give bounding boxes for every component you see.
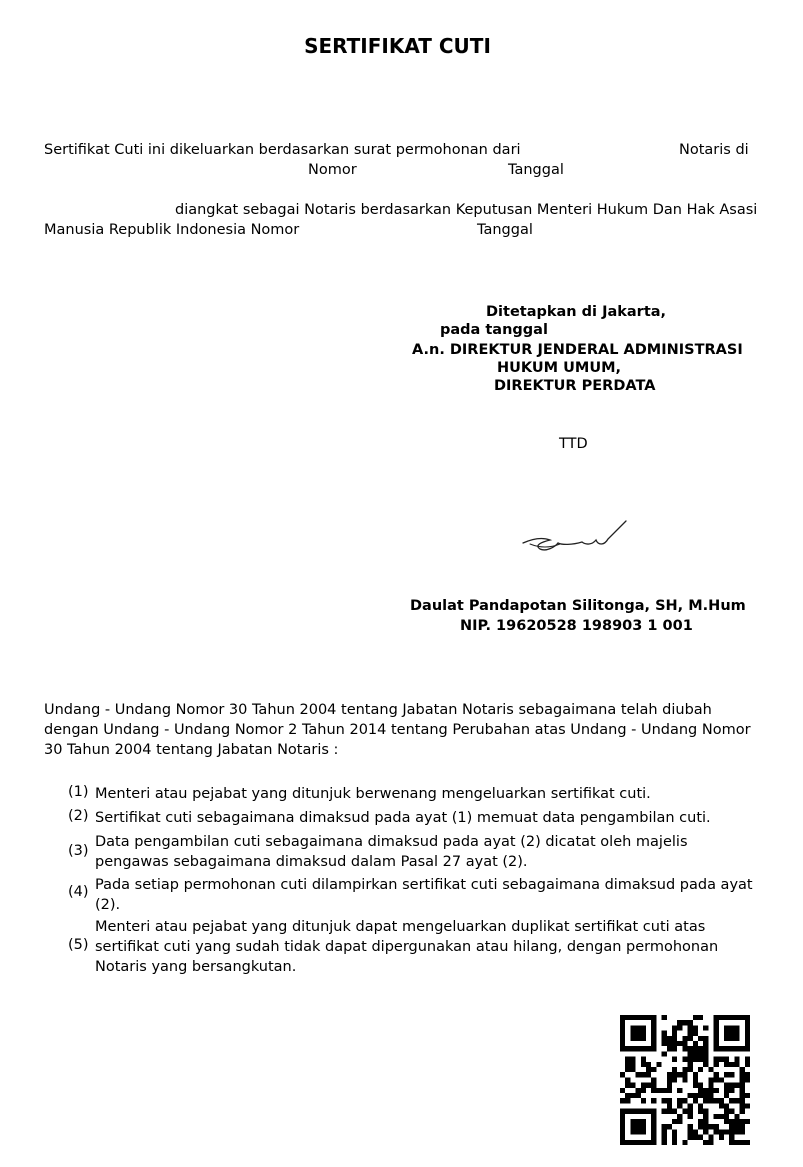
clause-number: (5)	[68, 937, 89, 953]
law-line-2: dengan Undang - Undang Nomor 2 Tahun 2014 tentang Perubahan atas Undang - Undang Nomor	[44, 722, 751, 738]
qr-code	[620, 1015, 750, 1145]
signature-an-line: A.n. DIREKTUR JENDERAL ADMINISTRASI	[412, 342, 743, 358]
document-title: SERTIFIKAT CUTI	[304, 34, 491, 58]
signature-date-label: pada tanggal	[440, 322, 548, 338]
signature-direktur-line: DIREKTUR PERDATA	[494, 378, 656, 394]
law-line-3: 30 Tahun 2004 tentang Jabatan Notaris :	[44, 742, 339, 758]
clause-text: Data pengambilan cuti sebagaimana dimaksud pada ayat (2) dicatat oleh majelis pengawas sebagaimana dimaksud dalam Pasal 27 ayat (2).	[95, 834, 688, 870]
clause-text: Sertifikat cuti sebagaimana dimaksud pada ayat (1) memuat data pengambilan cuti.	[95, 810, 711, 826]
clause-text: Pada setiap permohonan cuti dilampirkan sertifikat cuti sebagaimana dimaksud pada ayat (2).	[95, 877, 753, 913]
intro-tanggal-label-2: Tanggal	[477, 222, 533, 238]
clause-number: (4)	[68, 884, 89, 900]
intro-notaris-di: Notaris di	[679, 142, 749, 158]
clause-number: (3)	[68, 843, 89, 859]
signature-hukum-line: HUKUM UMUM,	[497, 360, 622, 376]
handwritten-signature	[520, 515, 630, 560]
intro-line-1: Sertifikat Cuti ini dikeluarkan berdasarkan surat permohonan dari	[44, 142, 521, 158]
signature-place: Ditetapkan di Jakarta,	[486, 304, 667, 320]
intro-line-4: Manusia Republik Indonesia Nomor	[44, 222, 300, 238]
law-line-1: Undang - Undang Nomor 30 Tahun 2004 tentang Jabatan Notaris sebagaimana telah diubah	[44, 702, 712, 718]
ttd-label: TTD	[559, 436, 588, 452]
intro-tanggal-label: Tanggal	[508, 162, 564, 178]
intro-line-3: diangkat sebagai Notaris berdasarkan Keputusan Menteri Hukum Dan Hak Asasi	[175, 202, 758, 218]
clause-text: Menteri atau pejabat yang ditunjuk berwenang mengeluarkan sertifikat cuti.	[95, 786, 651, 802]
clause-number: (1)	[68, 784, 89, 800]
clause-number: (2)	[68, 808, 89, 824]
intro-nomor-label: Nomor	[308, 162, 357, 178]
clause-text: Menteri atau pejabat yang ditunjuk dapat mengeluarkan duplikat sertifikat cuti atas sertifikat cuti yang sudah tidak dapat dipergunakan atau hilang, dengan permohonan Notaris yang bersangkutan.	[95, 919, 719, 975]
signer-name: Daulat Pandapotan Silitonga, SH, M.Hum	[410, 598, 746, 614]
signer-nip: NIP. 19620528 198903 1 001	[460, 618, 693, 634]
